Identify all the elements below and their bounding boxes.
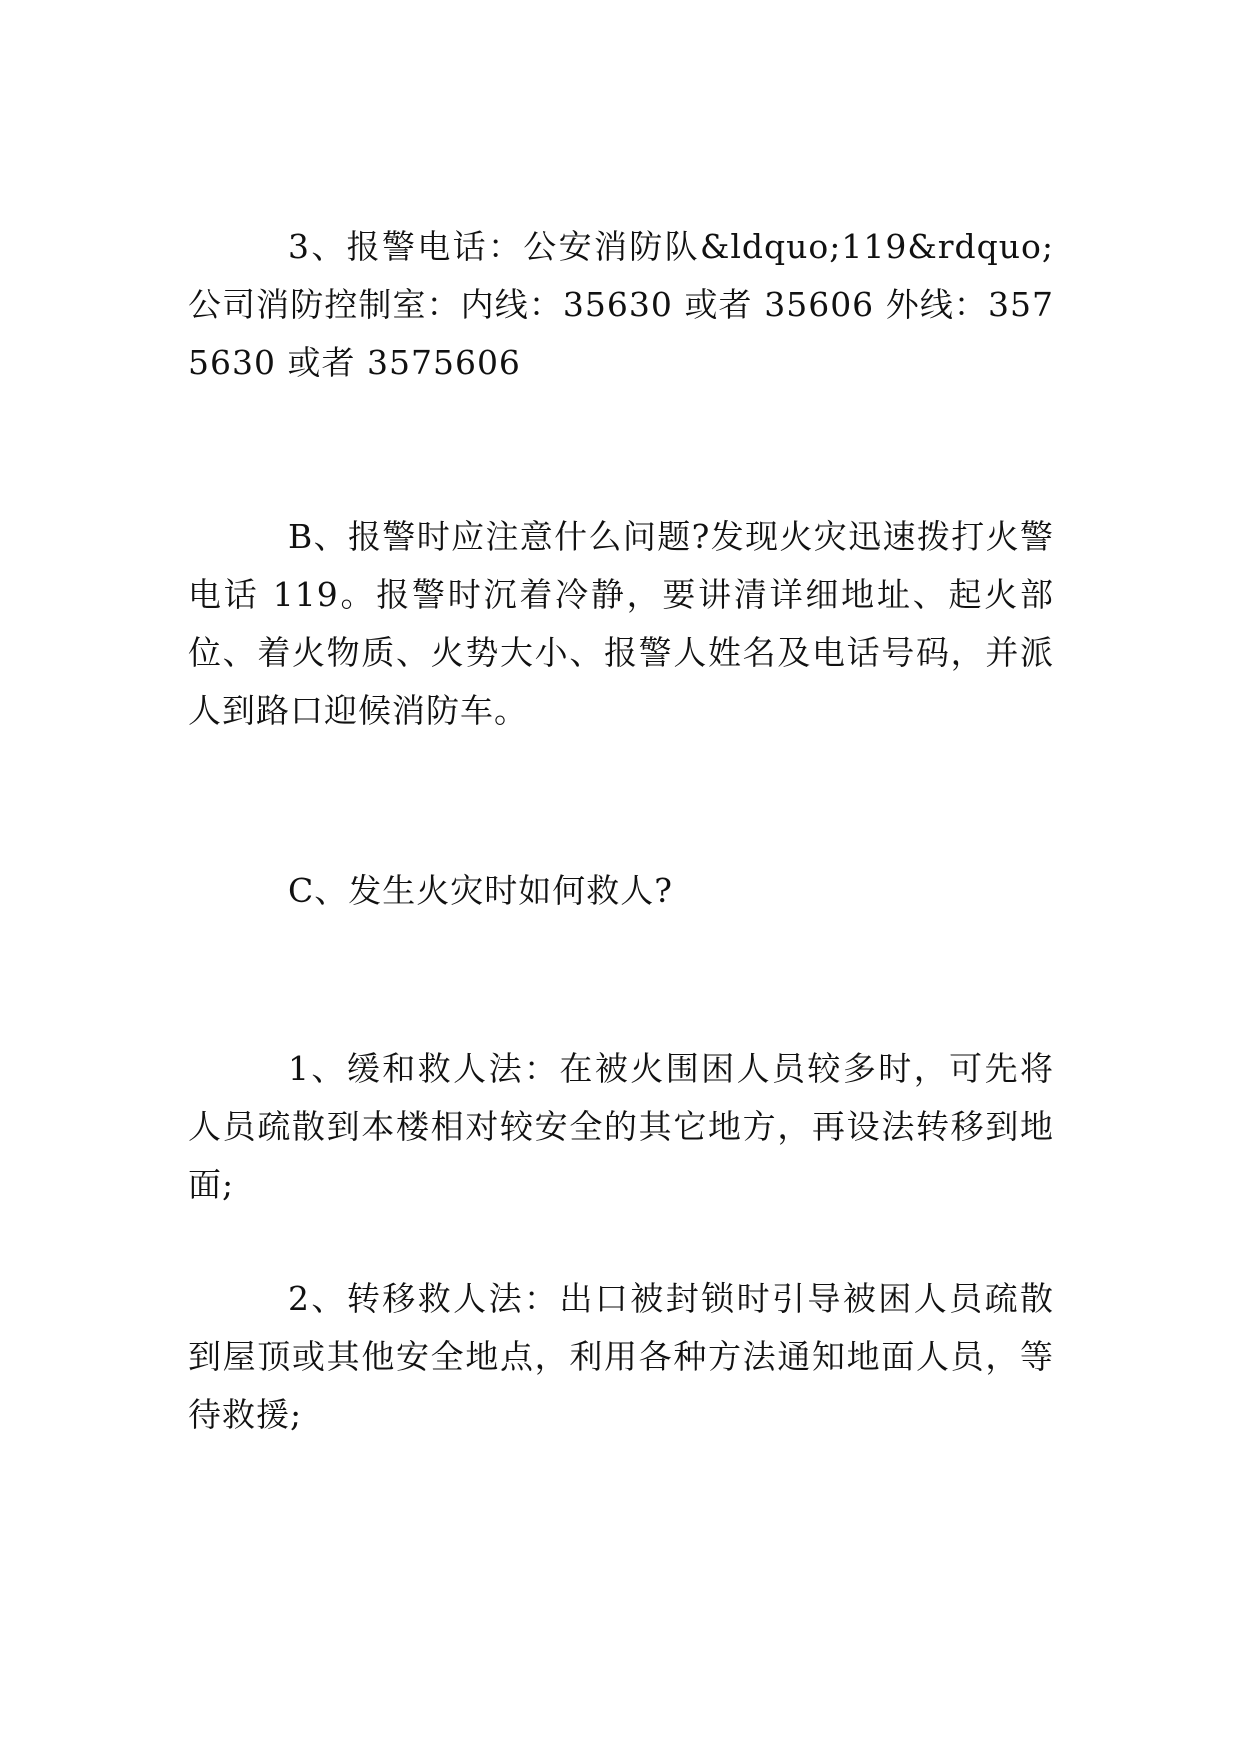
paragraph-alarm-phone: 3、报警电话：公安消防队&ldquo;119&rdquo;公司消防控制室：内线：35630 或者 35606 外线：3575630 或者 3575606: [188, 227, 1054, 382]
paragraph-rescue-heading: C、发生火灾时如何救人?: [288, 871, 673, 910]
paragraph-alarm-notes: B、报警时应注意什么问题?发现火灾迅速拨打火警电话 119。报警时沉着冷静，要讲清详细地址、起火部位、着火物质、火势大小、报警人姓名及电话号码，并派人到路口迎候消防车。: [188, 517, 1054, 730]
paragraph-rescue-method-2: 2、转移救人法：出口被封锁时引导被困人员疏散到屋顶或其他安全地点，利用各种方法通知地面人员，等待救援;: [188, 1279, 1054, 1434]
paragraph-rescue-method-1: 1、缓和救人法：在被火围困人员较多时，可先将人员疏散到本楼相对较安全的其它地方，再设法转移到地面;: [188, 1049, 1054, 1204]
document-page: [188, 0, 1054, 1754]
